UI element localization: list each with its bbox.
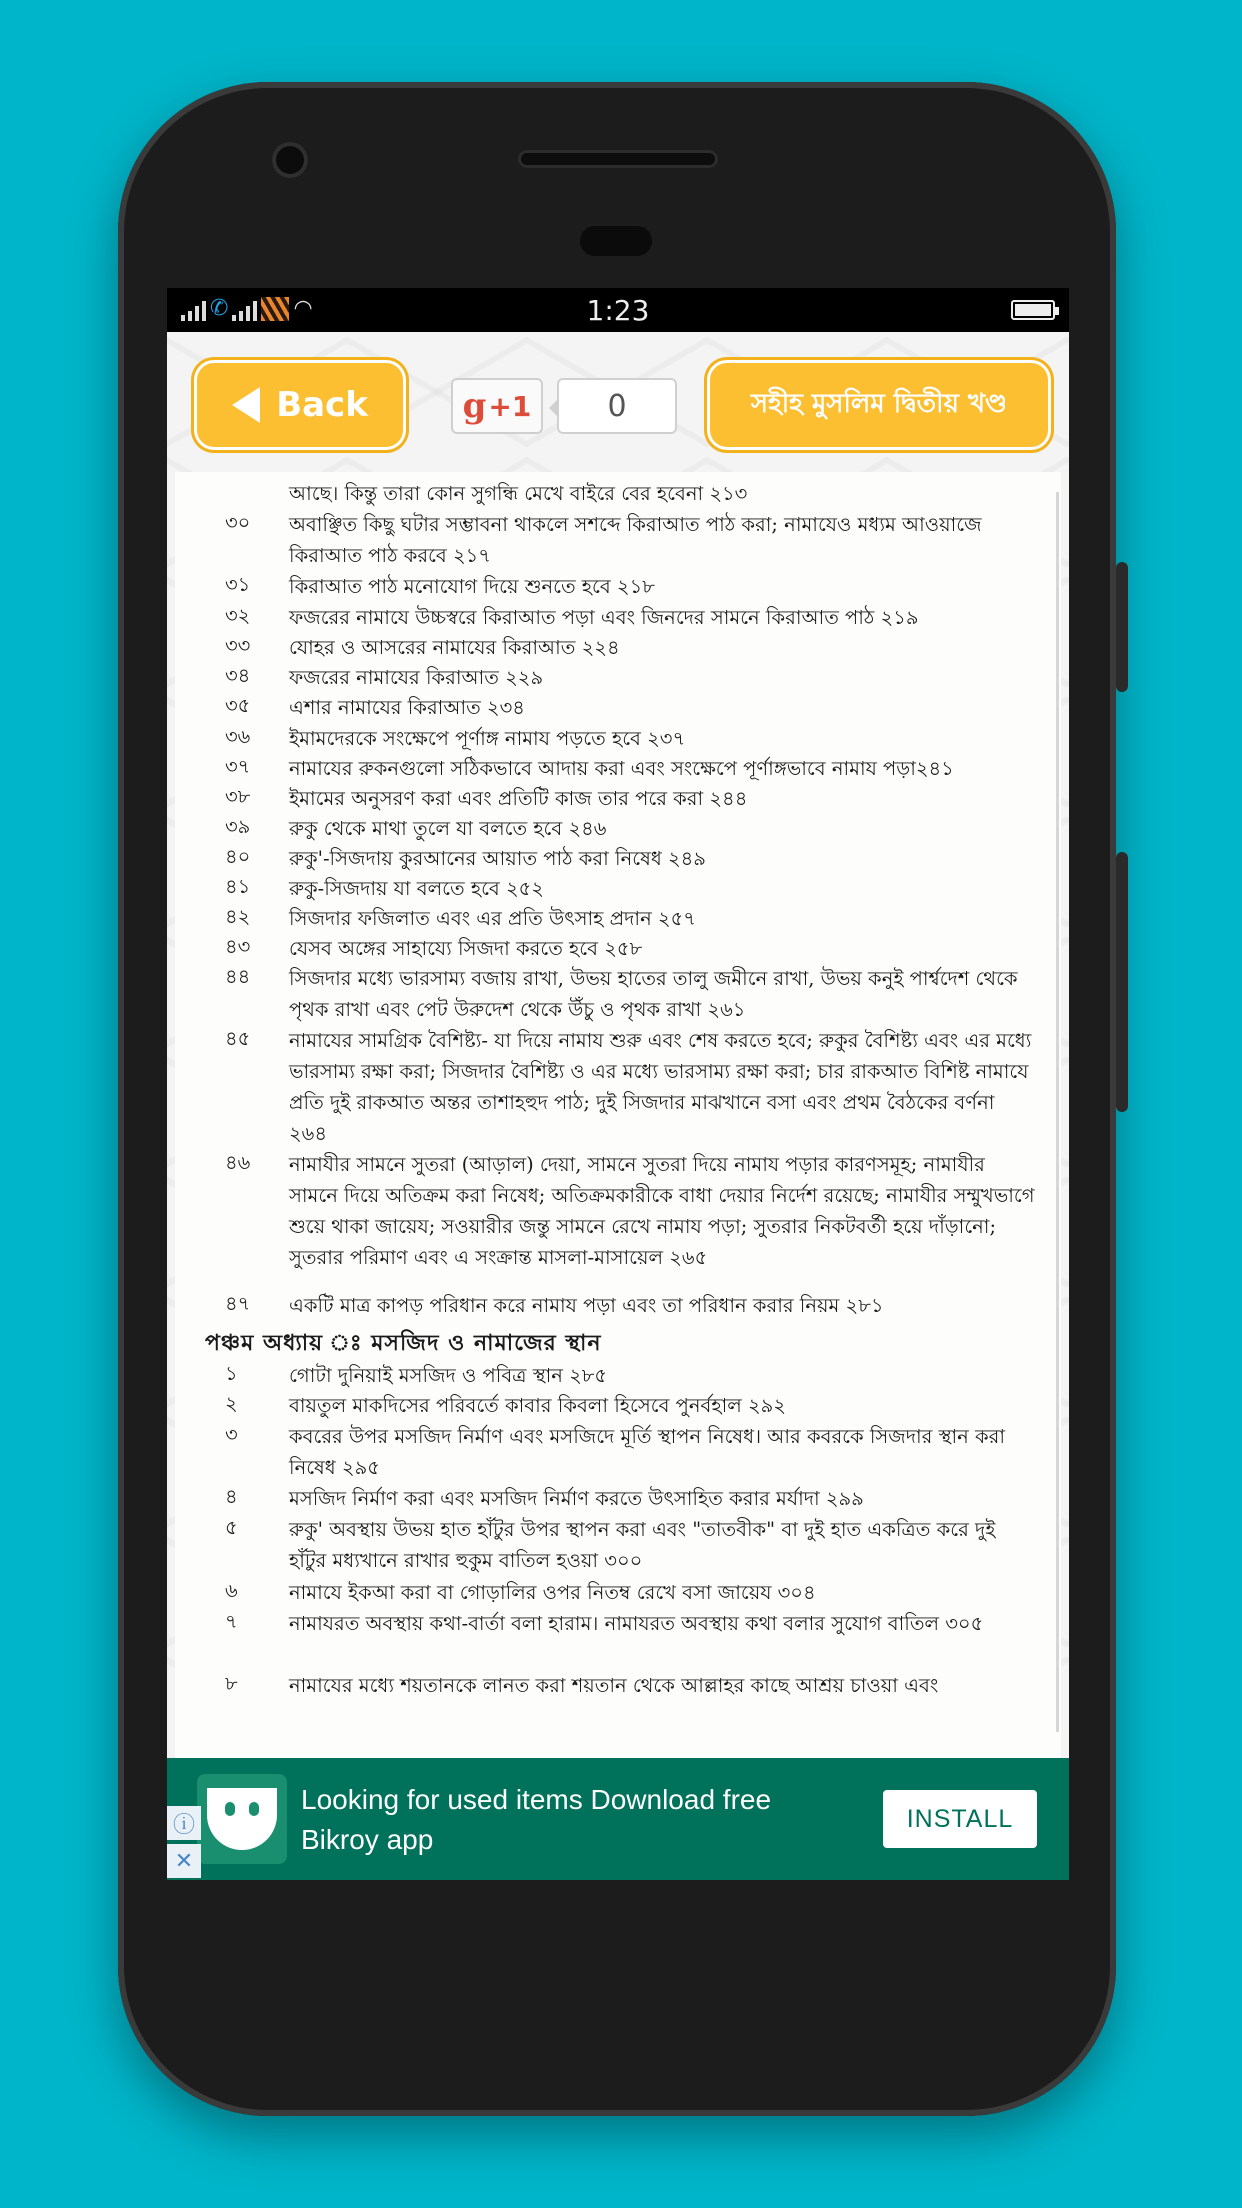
- entry-text: রুকু-সিজদায় যা বলতে হবে ২৫২: [289, 877, 544, 900]
- entry-text: আছে। কিন্তু তারা কোন সুগন্ধি মেখে বাইরে বের হবেনা ২১৩: [289, 482, 748, 505]
- entry-number: ৪৫: [225, 1027, 251, 1050]
- entry-text: অবাঞ্ছিত কিছু ঘটার সম্ভাবনা থাকলে সশব্দে কিরাআত পাঠ করা; নামাযেও মধ্যম আওয়াজে কিরাআত পাঠ করবে ২১৭: [289, 513, 982, 567]
- book-title-button[interactable]: সহীহ মুসলিম দ্বিতীয় খণ্ড: [707, 360, 1051, 450]
- entry-text: কবরের উপর মসজিদ নির্মাণ এবং মসজিদে মূর্তি স্থাপন নিষেধ। আর কবরকে সিজদার স্থান করা নিষেধ ২৯৫: [289, 1425, 1005, 1479]
- gplus-g-icon: g: [462, 386, 487, 426]
- back-button[interactable]: [194, 360, 406, 450]
- install-button[interactable]: INSTALL: [883, 1790, 1037, 1848]
- entry-text: রুকু'-সিজদায় কুরআনের আয়াত পাঠ করা নিষেধ ২৪৯: [289, 847, 706, 870]
- entry-text: এশার নামাযের কিরাআত ২৩৪: [289, 696, 525, 719]
- earpiece-speaker: [518, 150, 718, 168]
- battery-icon: [1011, 300, 1055, 320]
- entry-text: ফজরের নামাযে উচ্চস্বরে কিরাআত পড়া এবং জিনদের সামনে কিরাআত পাঠ ২১৯: [289, 606, 919, 629]
- proximity-sensor: [580, 226, 652, 256]
- entry-number: ৩৪: [225, 664, 251, 687]
- status-bar: [167, 288, 1069, 332]
- entry-text: ফজরের নামাযের কিরাআত ২২৯: [289, 666, 544, 689]
- entry-number: ৭: [225, 1610, 238, 1633]
- wifi-icon: ◠: [293, 296, 313, 321]
- entry-text: যেসব অঙ্গের সাহায্যে সিজদা করতে হবে ২৫৮: [289, 937, 643, 960]
- entry-text: রুকু থেকে মাথা তুলে যা বলতে হবে ২৪৬: [289, 817, 607, 840]
- entry-text: বায়তুল মাকদিসের পরিবর্তে কাবার কিবলা হিসেবে পুনর্বহাল ২৯২: [289, 1394, 786, 1417]
- entry-text: যোহর ও আসরের নামাযের কিরাআত ২২৪: [289, 636, 620, 659]
- front-camera: [272, 142, 308, 178]
- bikroy-app-icon: [197, 1774, 287, 1864]
- entry-number: ৪১: [225, 875, 251, 898]
- entry-text: কিরাআত পাঠ মনোযোগ দিয়ে শুনতে হবে ২১৮: [289, 575, 655, 598]
- entry-text: ইমামদেরকে সংক্ষেপে পূর্ণাঙ্গ নামায পড়তে হবে ২৩৭: [289, 727, 686, 750]
- back-arrow-icon: [232, 387, 260, 423]
- volume-button: [1116, 562, 1128, 692]
- entry-number: ৩৭: [225, 755, 251, 778]
- entry-number: ৩১: [225, 573, 251, 596]
- entry-number: ৩৮: [225, 785, 251, 808]
- entry-text: ইমামের অনুসরণ করা এবং প্রতিটি কাজ তার পরে করা ২৪৪: [289, 787, 748, 810]
- gplus-label: +1: [488, 389, 532, 423]
- entry-number: ৫: [225, 1516, 238, 1539]
- gplus-count: 0: [557, 378, 677, 434]
- entry-text: গোটা দুনিয়াই মসজিদ ও পবিত্র স্থান ২৮৫: [289, 1364, 608, 1387]
- entry-number: ৩৩: [225, 634, 251, 657]
- entry-number: ৩: [225, 1423, 238, 1446]
- entry-text: নামাযের সামগ্রিক বৈশিষ্ট্য- যা দিয়ে নামায শুরু এবং শেষ করতে হবে; রুকুর বৈশিষ্ট্য এবং এর মধ্যে ভারসাম্য রক্ষা করা; সিজদার বৈশিষ্ট্য ও এর মধ্যে ভারসাম্য রক্ষা করা; চার রাকআত বিশিষ্ট নামাযে প্রতি দুই রাকআত অন্তর তাশাহহুদ পাঠ; দুই সিজদার মাঝখানে বসা এবং প্রথম বৈঠকের বর্ণনা ২৬৪: [289, 1029, 1032, 1145]
- status-time: 1:23: [586, 294, 650, 327]
- entry-number: ৪৬: [225, 1151, 251, 1174]
- entry-number: ৪০: [225, 845, 251, 868]
- gplus-button[interactable]: [451, 378, 543, 434]
- entry-number: ৩৬: [225, 725, 251, 748]
- entry-text: রুকু' অবস্থায় উভয় হাত হাঁটুর উপর স্থাপন করা এবং "তাতবীক" বা দুই হাত একত্রিত করে দুই হাঁটুর মধ্যখানে রাখার হুকুম বাতিল হওয়া ৩০০: [289, 1518, 996, 1572]
- chapter-heading: পঞ্চম অধ্যায় ঃ মসজিদ ও নামাজের স্থান: [205, 1330, 602, 1356]
- entry-number: ৪৭: [225, 1292, 251, 1315]
- app-content: [167, 332, 1069, 1758]
- ad-close-icon[interactable]: ✕: [167, 1844, 201, 1878]
- ad-info-icon[interactable]: ⓘ: [167, 1806, 201, 1840]
- entry-number: ৪৩: [225, 935, 251, 958]
- entry-number: ৩৯: [225, 815, 251, 838]
- entry-number: ২: [225, 1392, 238, 1415]
- entry-text: নামাযরত অবস্থায় কথা-বার্তা বলা হারাম। নামাযরত অবস্থায় কথা বলার সুযোগ বাতিল ৩০৫: [289, 1612, 984, 1635]
- entry-number: ৪৪: [225, 965, 251, 988]
- ad-text: Looking for used items Download free Bikroy app: [301, 1784, 772, 1855]
- back-label: Back: [276, 385, 368, 425]
- entry-number: ৪: [225, 1485, 238, 1508]
- entry-number: ৩২: [225, 604, 251, 627]
- entry-text: একটি মাত্র কাপড় পরিধান করে নামায পড়া এবং তা পরিধান করার নিয়ম ২৮১: [289, 1294, 884, 1317]
- entry-text: সিজদার ফজিলাত এবং এর প্রতি উৎসাহ প্রদান ২৫৭: [289, 907, 696, 930]
- entry-text: নামাযের রুকনগুলো সঠিকভাবে আদায় করা এবং সংক্ষেপে পূর্ণাঙ্গভাবে নামায পড়া২৪১: [289, 757, 954, 780]
- entry-number: ৬: [225, 1579, 238, 1602]
- smiley-face-icon: [207, 1788, 277, 1850]
- entry-number: ৩৫: [225, 694, 251, 717]
- entry-text: নামাযীর সামনে সুতরা (আড়াল) দেয়া, সামনে সুতরা দিয়ে নামায পড়ার কারণসমূহ; নামাযীর সামনে দিয়ে অতিক্রম করা নিষেধ; অতিক্রমকারীকে বাধা দেয়ার নির্দেশ রয়েছে; নামাযীর সম্মুখভাগে শুয়ে থাকা জায়েয; সওয়ারীর জন্তু সামনে রেখে নামায পড়া; সুতরার নিকটবর্তী হয়ে দাঁড়ানো; সুতরার পরিমাণ এবং এ সংক্রান্ত মাসলা-মাসায়েল ২৬৫: [289, 1153, 1035, 1269]
- entry-text: নামাযে ইকআ করা বা গোড়ালির ওপর নিতম্ব রেখে বসা জায়েয ৩০৪: [289, 1581, 816, 1604]
- power-button: [1116, 852, 1128, 1112]
- entry-number: ৩০: [225, 511, 251, 534]
- page-scrollbar[interactable]: [1056, 492, 1059, 1732]
- entry-text: নামাযের মধ্যে শয়তানকে লানত করা শয়তান থেকে আল্লাহর কাছে আশ্রয় চাওয়া এবং: [289, 1674, 939, 1697]
- ad-banner[interactable]: [167, 1758, 1069, 1880]
- screen: [167, 288, 1069, 1880]
- entry-text: সিজদার মধ্যে ভারসাম্য বজায় রাখা, উভয় হাতের তালু জমীনে রাখা, উভয় কনুই পার্শ্বদেশ থেকে পৃথক রাখা এবং পেট উরুদেশ থেকে উঁচু ও পৃথক রাখা ২৬১: [289, 967, 1018, 1021]
- carrier-logo-icon: ✆: [210, 296, 229, 321]
- entry-number: ১: [225, 1362, 238, 1385]
- entry-text: মসজিদ নির্মাণ করা এবং মসজিদ নির্মাণ করতে উৎসাহিত করার মর্যাদা ২৯৯: [289, 1487, 864, 1510]
- entry-number: ৪২: [225, 905, 251, 928]
- entry-number: ৮: [225, 1672, 238, 1695]
- book-page[interactable]: [175, 472, 1061, 1758]
